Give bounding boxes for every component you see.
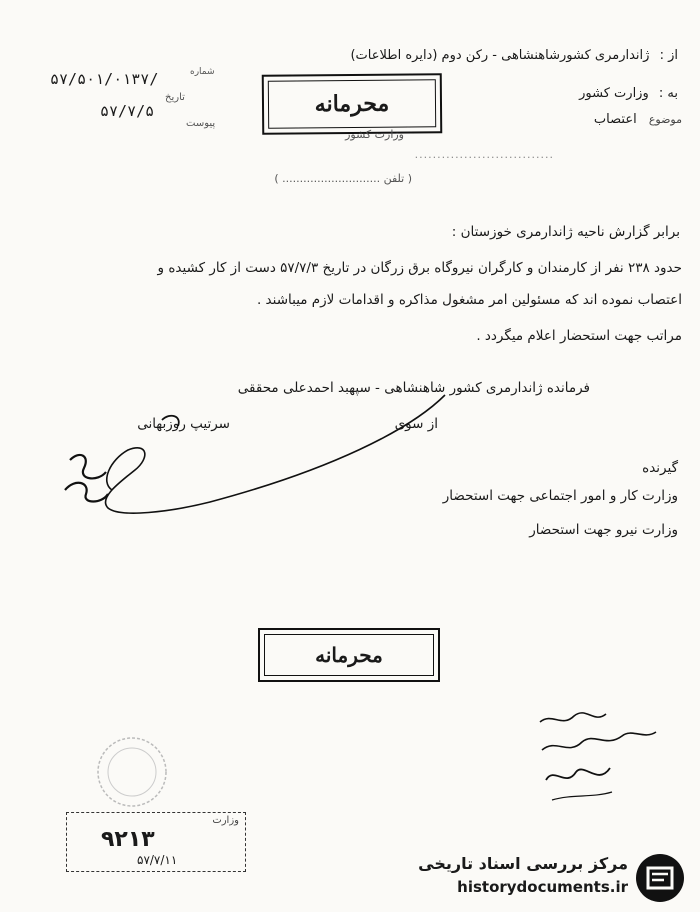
letter-number: ۵۷/۵۰۱/۰۱۳۷/ <box>50 70 159 88</box>
body-line-3: مراتب جهت استحضار اعلام میگردد . <box>476 328 682 344</box>
commander-line: فرمانده ژاندارمری کشور شاهنشاهی - سپهبد احمدعلی محققی <box>237 380 590 396</box>
watermark-url: historydocuments.ir <box>457 878 628 896</box>
deputy-line: سرتیپ روزبهانی <box>137 416 230 432</box>
watermark <box>408 850 692 906</box>
from-value: ژاندارمری کشورشاهنشاهی - رکن دوم (دایره اطلاعات) <box>350 48 650 63</box>
registry-stamp-number: ۹۲۱۳ <box>101 827 155 852</box>
confidential-stamp-bottom: محرمانه <box>258 628 440 682</box>
receipt-stamp-org: وزارت کشور <box>345 128 404 141</box>
letter-date: ۵۷/۷/۵ <box>100 102 155 120</box>
confidential-stamp-top: محرمانه <box>262 73 443 135</box>
to-line <box>579 86 678 101</box>
round-seal <box>94 734 170 810</box>
registry-stamp-org: وزارت <box>212 815 239 826</box>
subject-line <box>594 112 682 127</box>
from-line <box>350 48 678 63</box>
subject-value: اعتصاب <box>593 112 637 127</box>
salutation: برابر گزارش ناحیه ژاندارمری خوزستان : <box>451 224 680 240</box>
registry-stamp <box>66 812 246 872</box>
to-label: به : <box>658 86 678 101</box>
attachment-label: پیوست <box>186 118 216 129</box>
subject-label: موضوع <box>648 113 682 126</box>
date-label: تاریخ <box>165 92 185 103</box>
from-label: از : <box>659 48 678 63</box>
archive-logo-icon <box>634 852 686 904</box>
recipient-1: وزارت کار و امور اجتماعی جهت استحضار <box>442 488 678 504</box>
watermark-title: مرکز بررسی اسناد تاریخی <box>418 854 628 873</box>
recipient-2: وزارت نیرو جهت استحضار <box>529 522 678 538</box>
signature-scribble <box>50 390 450 530</box>
handwritten-note <box>532 702 672 812</box>
registry-stamp-date: ۵۷/۷/۱۱ <box>137 853 178 867</box>
body-line-2: اعتصاب نموده اند که مسئولین امر مشغول مذاکره و اقدامات لازم میباشند . <box>256 292 682 308</box>
body-line-1: حدود ۲۳۸ نفر از کارمندان و کارگران نیروگاه برق زرگان در تاریخ ۵۷/۷/۳ دست از کار کشیده و <box>157 260 682 276</box>
receipt-stamp-phone: ( تلفن ............................ ) <box>274 172 412 185</box>
receipt-stamp-line: ............................... <box>414 148 554 161</box>
on-behalf: از سوی <box>394 416 438 432</box>
recipients-label: گیرنده <box>642 460 678 476</box>
to-value: وزارت کشور <box>579 86 649 101</box>
number-label: شماره <box>190 67 215 77</box>
